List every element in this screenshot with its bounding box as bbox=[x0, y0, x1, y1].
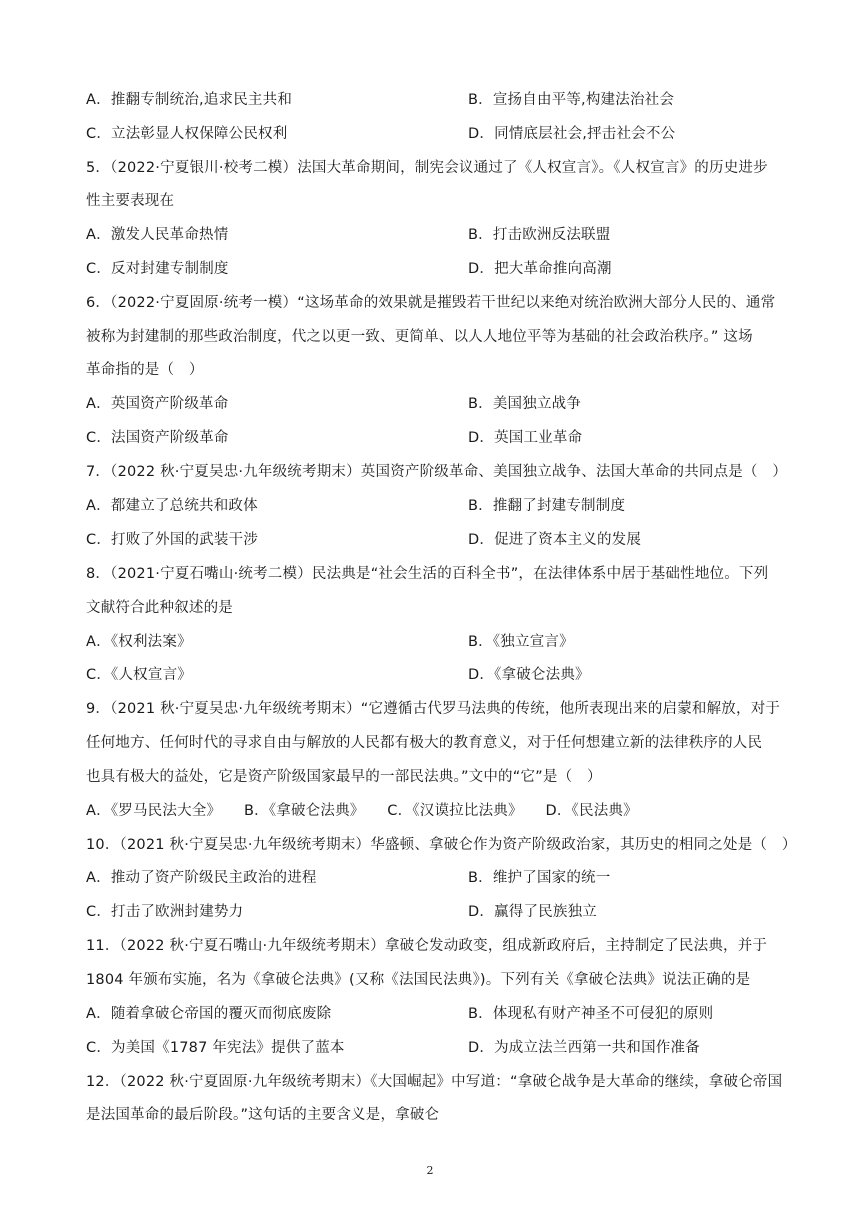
option-c[interactable]: C．《汉谟拉比法典》 bbox=[387, 803, 523, 819]
option-row bbox=[86, 394, 582, 414]
option-row bbox=[86, 428, 583, 448]
question-12-stem-cont: 是法国革命的最后阶段。”这句话的主要含义是，拿破仑 bbox=[86, 1107, 440, 1123]
option-d[interactable]: D．同情底层社会,抨击社会不公 bbox=[468, 126, 676, 142]
option-row bbox=[86, 225, 611, 245]
option-row bbox=[86, 1004, 714, 1024]
option-a[interactable]: A．《罗马民法大全》 bbox=[86, 803, 222, 819]
option-b[interactable]: B．《独立宣言》 bbox=[468, 634, 574, 650]
question-12-stem: 12．（2022 秋·宁夏固原·九年级统考期末）《大国崛起》中写道：“拿破仑战争是大革命的继续，拿破仑帝国 bbox=[86, 1074, 783, 1090]
option-row bbox=[86, 530, 642, 550]
option-a[interactable]: A．推翻专制统治,追求民主共和 bbox=[86, 92, 293, 108]
option-d[interactable]: D．为成立法兰西第一共和国作准备 bbox=[468, 1040, 700, 1056]
option-a[interactable]: A．随着拿破仑帝国的覆灭而彻底废除 bbox=[86, 1006, 332, 1022]
question-11-stem: 11．（2022 秋·宁夏石嘴山·九年级统考期末）拿破仑发动政变，组成新政府后，主持制定了民法典，并于 bbox=[86, 938, 768, 954]
option-row bbox=[86, 665, 590, 685]
option-b[interactable]: B．维护了国家的统一 bbox=[468, 870, 611, 886]
option-b[interactable]: B．体现私有财产神圣不可侵犯的原则 bbox=[468, 1006, 714, 1022]
option-c[interactable]: C．打败了外国的武装干涉 bbox=[86, 532, 259, 548]
question-5-stem: 5．（2022·宁夏银川·校考二模）法国大革命期间，制宪会议通过了《人权宣言》。《人权宣言》的历史进步 bbox=[86, 160, 768, 176]
question-10-stem: 10．（2021 秋·宁夏吴忠·九年级统考期末）华盛顿、拿破仑作为资产阶级政治家，其历史的相同之处是（ ） bbox=[86, 837, 797, 853]
option-row bbox=[86, 632, 574, 652]
question-6-stem: 6．（2022·宁夏固原·统考一模）“这场革命的效果就是摧毁若干世纪以来绝对统治欧洲大部分人民的、通常 bbox=[86, 295, 776, 311]
option-row bbox=[86, 902, 597, 922]
option-b[interactable]: B．美国独立战争 bbox=[468, 396, 582, 412]
option-row bbox=[86, 90, 675, 110]
question-11-stem-cont: 1804 年颁布实施，名为《拿破仑法典》(又称《法国民法典》)。下列有关《拿破仑法典》说法正确的是 bbox=[86, 972, 751, 988]
option-c[interactable]: C．立法彰显人权保障公民权利 bbox=[86, 126, 288, 142]
option-c[interactable]: C．为美国《1787 年宪法》提供了蓝本 bbox=[86, 1040, 345, 1056]
question-8-stem-cont: 文献符合此种叙述的是 bbox=[86, 600, 233, 616]
option-c[interactable]: C．打击了欧洲封建势力 bbox=[86, 904, 244, 920]
option-d[interactable]: D．促进了资本主义的发展 bbox=[468, 532, 642, 548]
option-row bbox=[86, 801, 656, 821]
question-9-stem: 9．（2021 秋·宁夏吴忠·九年级统考期末）“它遵循古代罗马法典的传统，他所表现出来的启蒙和解放，对于 bbox=[86, 701, 781, 717]
question-8-stem: 8．（2021·宁夏石嘴山·统考二模）民法典是“社会生活的百科全书”，在法律体系中居于基础性地位。下列 bbox=[86, 566, 769, 582]
option-b[interactable]: B．《拿破仑法典》 bbox=[243, 803, 365, 819]
option-a[interactable]: A．《权利法案》 bbox=[86, 634, 192, 650]
option-a[interactable]: A．都建立了总统共和政体 bbox=[86, 498, 258, 514]
option-row bbox=[86, 496, 626, 516]
option-c[interactable]: C．《人权宣言》 bbox=[86, 667, 192, 683]
option-b[interactable]: B．打击欧洲反法联盟 bbox=[468, 227, 611, 243]
option-d[interactable]: D．赢得了民族独立 bbox=[468, 904, 597, 920]
option-row bbox=[86, 124, 676, 144]
question-6-stem-cont: 革命指的是（ ） bbox=[86, 362, 204, 378]
option-c[interactable]: C．反对封建专制制度 bbox=[86, 261, 229, 277]
option-c[interactable]: C．法国资产阶级革命 bbox=[86, 430, 229, 446]
question-6-stem-cont: 被称为封建制的那些政治制度，代之以更一致、更简单、以人人地位平等为基础的社会政治秩序。” 这场 bbox=[86, 329, 753, 345]
option-a[interactable]: A．激发人民革命热情 bbox=[86, 227, 229, 243]
option-a[interactable]: A．推动了资产阶级民主政治的进程 bbox=[86, 870, 317, 886]
option-d[interactable]: D．把大革命推向高潮 bbox=[468, 261, 612, 277]
option-d[interactable]: D．《民法典》 bbox=[545, 803, 638, 819]
option-b[interactable]: B．宣扬自由平等,构建法治社会 bbox=[468, 92, 675, 108]
page-number: 2 bbox=[426, 1164, 434, 1177]
option-b[interactable]: B．推翻了封建专制制度 bbox=[468, 498, 626, 514]
option-row bbox=[86, 1038, 700, 1058]
option-row bbox=[86, 868, 611, 888]
question-9-stem-cont: 任何地方、任何时代的寻求自由与解放的人民都有极大的教育意义，对于任何想建立新的法律秩序的人民 bbox=[86, 735, 763, 751]
option-row bbox=[86, 259, 612, 279]
question-5-stem-cont: 性主要表现在 bbox=[86, 193, 175, 209]
option-d[interactable]: D．《拿破仑法典》 bbox=[468, 667, 590, 683]
question-7-stem: 7．（2022 秋·宁夏吴忠·九年级统考期末）英国资产阶级革命、美国独立战争、法国大革命的共同点是（ ） bbox=[86, 464, 788, 480]
question-9-stem-cont: 也具有极大的益处，它是资产阶级国家最早的一部民法典。”文中的“它”是（ ） bbox=[86, 769, 602, 785]
option-d[interactable]: D．英国工业革命 bbox=[468, 430, 583, 446]
option-a[interactable]: A．英国资产阶级革命 bbox=[86, 396, 229, 412]
